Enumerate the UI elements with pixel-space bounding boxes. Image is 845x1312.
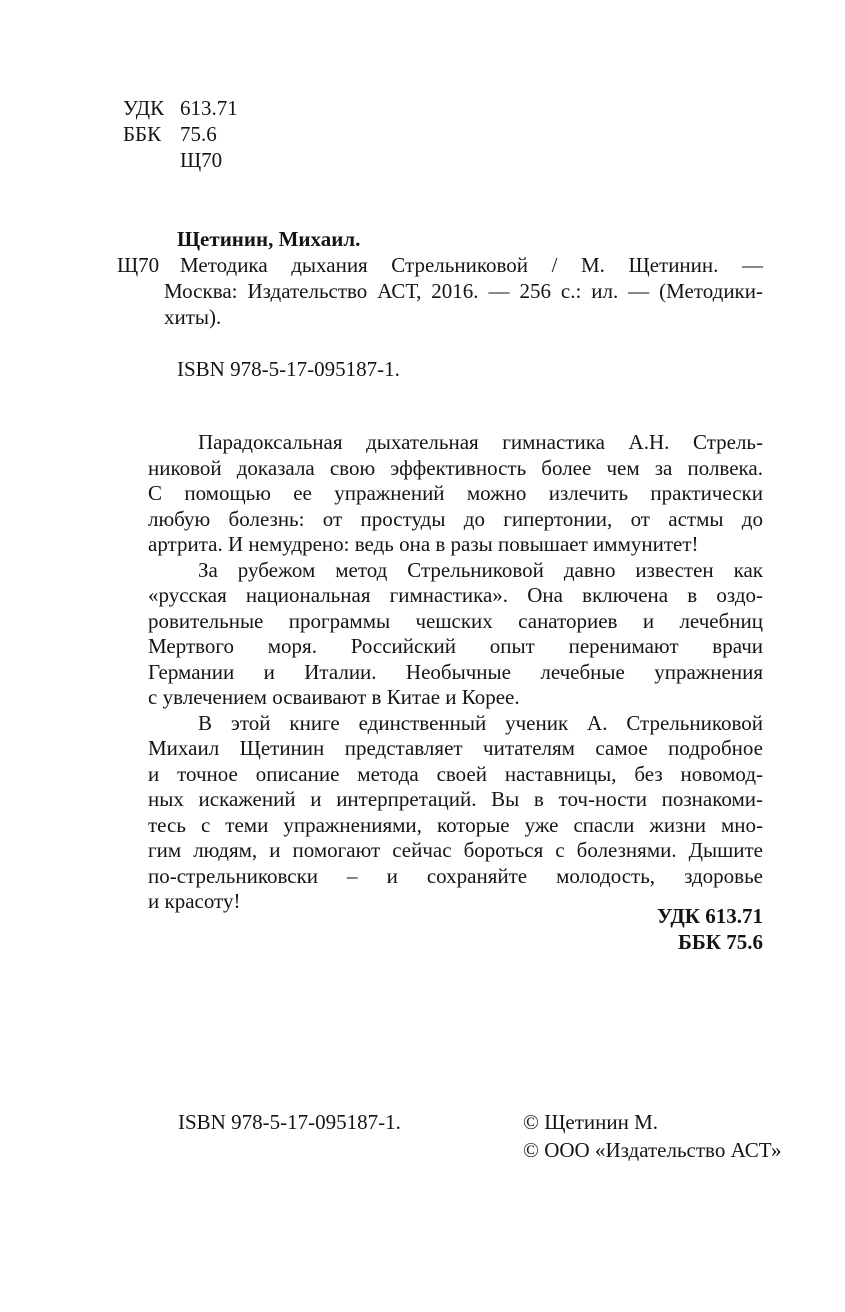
bbk-row bbox=[123, 121, 238, 147]
text-line: «русская национальная гимнастика». Она включена в оздо- bbox=[148, 583, 763, 607]
top-codes-block bbox=[123, 95, 238, 173]
author-code-row bbox=[123, 147, 238, 173]
author-code-value: Щ70 bbox=[180, 148, 223, 172]
text-line: Парадоксальная дыхательная гимнастика А.Н. Стрель- bbox=[198, 430, 763, 454]
text-line: Германии и Италии. Необычные лечебные упражнения bbox=[148, 659, 763, 684]
catalog-line: хиты). bbox=[164, 305, 222, 329]
copyright-line: © ООО «Издательство АСТ» bbox=[523, 1138, 782, 1162]
catalog-lines bbox=[164, 252, 763, 330]
catalog-author: Щетинин, Михаил. bbox=[177, 227, 361, 251]
bottom-udk: УДК 613.71 bbox=[657, 904, 763, 928]
bbk-label: ББК bbox=[123, 122, 162, 146]
text-line: любую болезнь: от простуды до гипертонии, от астмы до bbox=[148, 506, 763, 531]
bottom-bbk: ББК 75.6 bbox=[678, 930, 763, 954]
text-line: никовой доказала свою эффективность более чем за полвека. bbox=[148, 455, 763, 480]
text-line: и точное описание метода своей наставницы, без новомод- bbox=[148, 761, 763, 786]
catalog-entry-code: Щ70 bbox=[117, 253, 160, 277]
udk-row bbox=[123, 95, 238, 121]
paragraph bbox=[148, 558, 763, 711]
text-line: С помощью ее упражнений можно излечить практически bbox=[148, 481, 763, 505]
bbk-value: 75.6 bbox=[180, 122, 217, 146]
isbn-top: ISBN 978-5-17-095187-1. bbox=[177, 357, 400, 381]
text-line: За рубежом метод Стрельниковой давно известен как bbox=[198, 557, 763, 582]
copyright-line: © Щетинин М. bbox=[523, 1110, 659, 1134]
author-code-spacer bbox=[123, 147, 180, 173]
text-line: и красоту! bbox=[148, 889, 241, 913]
text-line: Михаил Щетинин представляет читателям самое подробное bbox=[148, 736, 763, 760]
annotation-text bbox=[148, 430, 763, 915]
udk-value: 613.71 bbox=[180, 96, 238, 120]
text-line: ровительные программы чешских санаториев и лечебниц bbox=[148, 608, 763, 633]
paragraph bbox=[148, 430, 763, 558]
copyright-block bbox=[523, 1108, 781, 1164]
text-line: гим людям, и помогают сейчас бороться с болезнями. Дышите bbox=[148, 838, 763, 862]
paragraph bbox=[148, 711, 763, 915]
text-line: с увлечением осваивают в Китае и Корее. bbox=[148, 685, 520, 709]
text-line: тесь с теми упражнениями, которые уже спасли жизни мно- bbox=[148, 812, 763, 837]
bottom-codes-block bbox=[657, 903, 763, 955]
text-line: артрита. И немудрено: ведь она в разы повышает иммунитет! bbox=[148, 532, 699, 556]
catalog-line: Москва: Издательство АСТ, 2016. — 256 с.: ил. — (Методики- bbox=[164, 279, 763, 303]
footer-isbn: ISBN 978-5-17-095187-1. bbox=[178, 1110, 401, 1134]
text-line: ных искажений и интерпретаций. Вы в точ-ности познакоми- bbox=[148, 787, 763, 811]
text-line: В этой книге единственный ученик А. Стрельниковой bbox=[198, 710, 763, 735]
text-line: Мертвого моря. Российский опыт перенимают врачи bbox=[148, 634, 763, 658]
udk-label: УДК bbox=[123, 96, 165, 120]
catalog-line: Методика дыхания Стрельниковой / М. Щетинин. — bbox=[180, 253, 763, 277]
catalog-entry bbox=[164, 226, 763, 330]
text-line: по-стрельниковски – и сохраняйте молодость, здоровье bbox=[148, 863, 763, 888]
